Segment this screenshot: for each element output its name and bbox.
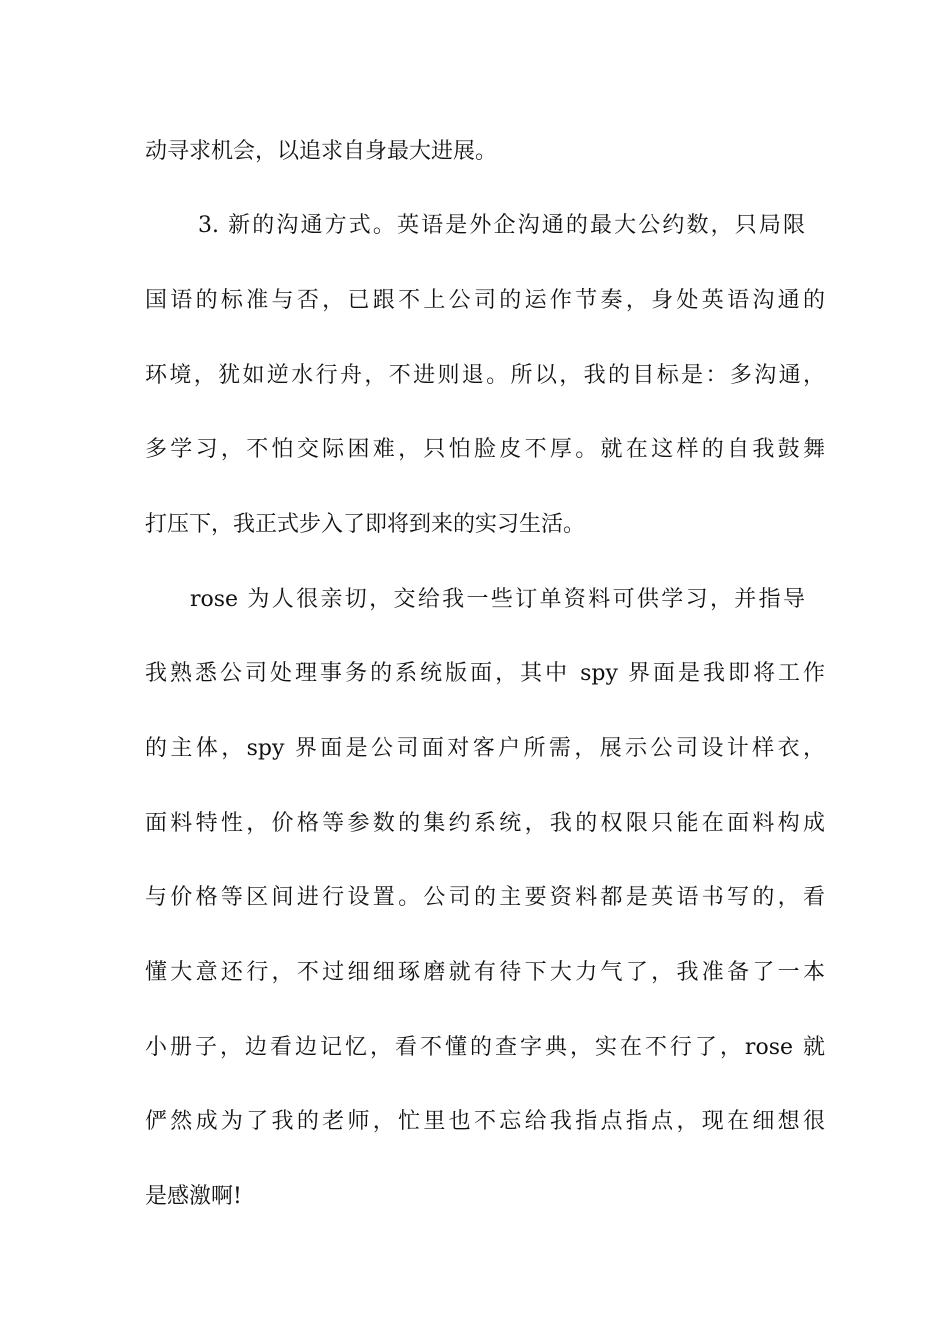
text-line: 是感激啊! <box>145 1184 242 1209</box>
text-line: 多学习，不怕交际困难，只怕脸皮不厚。就在这样的自我鼓舞 <box>145 437 825 462</box>
text-line: rose 为人很亲切，交给我一些订单资料可供学习，并指导 <box>190 587 805 612</box>
text-line: 俨然成为了我的老师，忙里也不忘给我指点指点，现在细想很 <box>145 1109 825 1134</box>
text-line: 3. 新的沟通方式。英语是外企沟通的最大公约数，只局限 <box>198 213 805 238</box>
text-line: 国语的标准与否，已跟不上公司的运作节奏，身处英语沟通的 <box>145 288 825 313</box>
text-line: 小册子，边看边记忆，看不懂的查字典，实在不行了，rose 就 <box>145 1035 825 1060</box>
text-line: 懂大意还行，不过细细琢磨就有待下大力气了，我准备了一本 <box>145 960 825 985</box>
text-line: 我熟悉公司处理事务的系统版面，其中 spy 界面是我即将工作 <box>145 661 825 686</box>
text-line: 动寻求机会，以追求自身最大进展。 <box>145 139 498 164</box>
text-line: 环境，犹如逆水行舟，不进则退。所以，我的目标是：多沟通， <box>145 363 825 388</box>
text-line: 打压下，我正式步入了即将到来的实习生活。 <box>145 512 586 537</box>
text-line: 的主体，spy 界面是公司面对客户所需，展示公司设计样衣， <box>145 736 825 761</box>
text-line: 与价格等区间进行设置。公司的主要资料都是英语书写的，看 <box>145 885 825 910</box>
text-line: 面料特性，价格等参数的集约系统，我的权限只能在面料构成 <box>145 811 825 836</box>
